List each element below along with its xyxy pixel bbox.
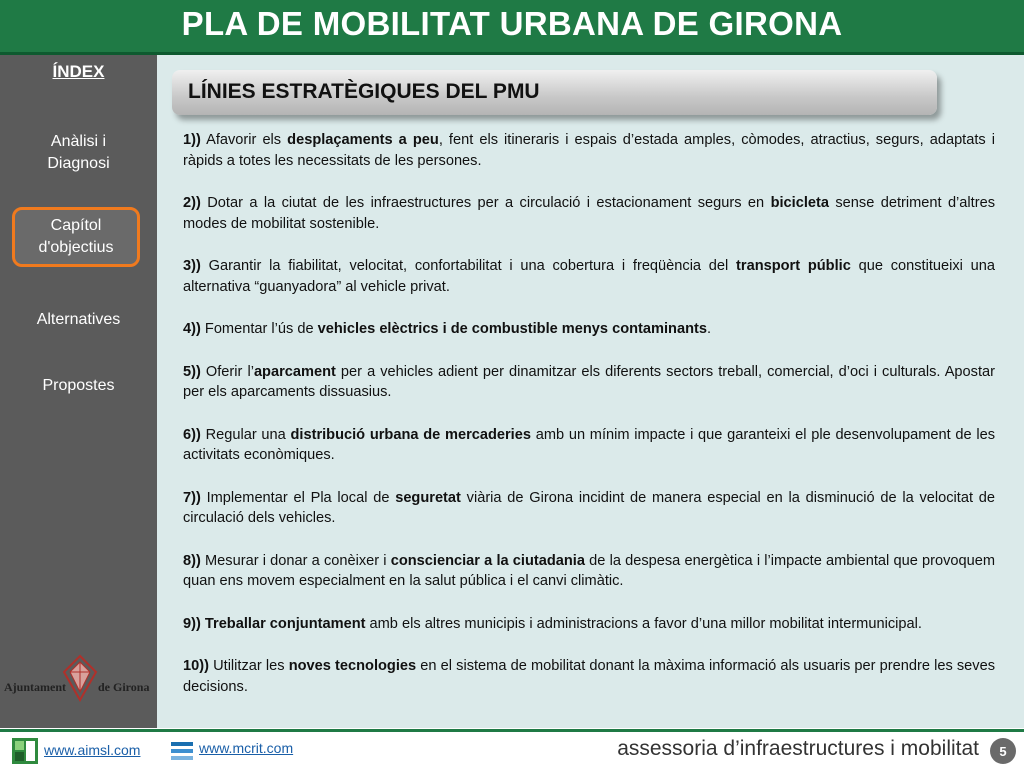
sidebar-item-label: Anàlisi i xyxy=(50,133,107,150)
ajuntament-seal-icon xyxy=(62,654,98,702)
list-item: 8)) Mesurar i donar a conèixer i conscienciar a la ciutadania de la despesa energètica i l’impacte ambiental que provoquem quan ens movem especialment en la salut pública i el canvi climàtic. xyxy=(183,552,996,589)
list-item: 2)) Dotar a la ciutat de les infraestructures per a circulació i estacionament segurs en bicicleta sense detriment d’altres modes de mobilitat sostenible. xyxy=(183,195,995,232)
list-item: 10)) Utilitzar les noves tecnologies en el sistema de mobilitat donant la màxima informació als usuaris per prendre les seves decisions. xyxy=(183,658,996,695)
list-item: 6)) Regular una distribució urbana de mercaderies amb un mínim impacte i que garanteixi el ple desenvolupament de les activitats econòmiques. xyxy=(183,426,996,463)
ajuntament-logo xyxy=(0,650,157,710)
sidebar-item-capitol-objectius[interactable] xyxy=(12,207,140,267)
mcrit-link[interactable]: www.mcrit.com xyxy=(199,740,294,756)
index-title: ÍNDEX xyxy=(52,62,105,81)
page-number-badge: 5 xyxy=(990,738,1016,764)
sidebar-item-label: d'objectius xyxy=(38,239,114,256)
sidebar-item-label: Alternatives xyxy=(36,311,121,328)
aimsl-link[interactable]: www.aimsl.com xyxy=(44,742,141,758)
page-title: PLA DE MOBILITAT URBANA DE GIRONA xyxy=(181,5,843,42)
list-item: 9)) Treballar conjuntament amb els altres municipis i administracions a favor d’una millor mobilitat intermunicipal. xyxy=(183,615,922,632)
list-item: 3)) Garantir la fiabilitat, velocitat, confortabilitat i una cobertura i freqüència del transport públic que constitueixi una alternativa “guanyadora” al vehicle privat. xyxy=(183,258,995,295)
mcrit-logo-icon xyxy=(169,738,195,764)
sidebar-index xyxy=(0,55,157,728)
list-item: 4)) Fomentar l’ús de vehicles elèctrics i de combustible menys contaminants. xyxy=(183,321,712,337)
logo-text-right: de Girona xyxy=(98,680,150,694)
sidebar-item-alternatives[interactable] xyxy=(0,309,157,331)
aimsl-logo-icon xyxy=(12,738,38,764)
header-bar xyxy=(0,0,1024,55)
sidebar-item-label: Propostes xyxy=(42,377,115,394)
list-item: 7)) Implementar el Pla local de seguretat viària de Girona incidint de manera especial en la disminució de la velocitat de circulació dels vehicles. xyxy=(183,489,995,526)
sidebar-item-label: Capítol xyxy=(50,217,102,234)
list-item: 1)) Afavorir els desplaçaments a peu, fent els itineraris i espais d’estada amples, còmodes, atractius, segurs, adaptats i ràpids a totes les necessitats de les persones. xyxy=(183,132,996,169)
section-header xyxy=(172,70,937,115)
main-content xyxy=(157,55,1024,728)
section-title: LÍNIES ESTRATÈGIQUES DEL PMU xyxy=(188,80,540,103)
sidebar-item-propostes[interactable] xyxy=(0,375,157,397)
footer-tagline: assessoria d’infraestructures i mobilitat xyxy=(617,737,979,760)
strategic-lines-list xyxy=(183,130,995,719)
sidebar-item-label: Diagnosi xyxy=(47,155,110,172)
logo-text-left: Ajuntament xyxy=(4,680,66,694)
list-item: 5)) Oferir l’aparcament per a vehicles adient per dinamitzar els diferents sectors treball, comercial, d’oci i culturals. Apostar per els aparcaments dissuasius. xyxy=(183,363,995,400)
sidebar-item-analisi[interactable] xyxy=(0,131,157,175)
footer xyxy=(0,732,1024,768)
